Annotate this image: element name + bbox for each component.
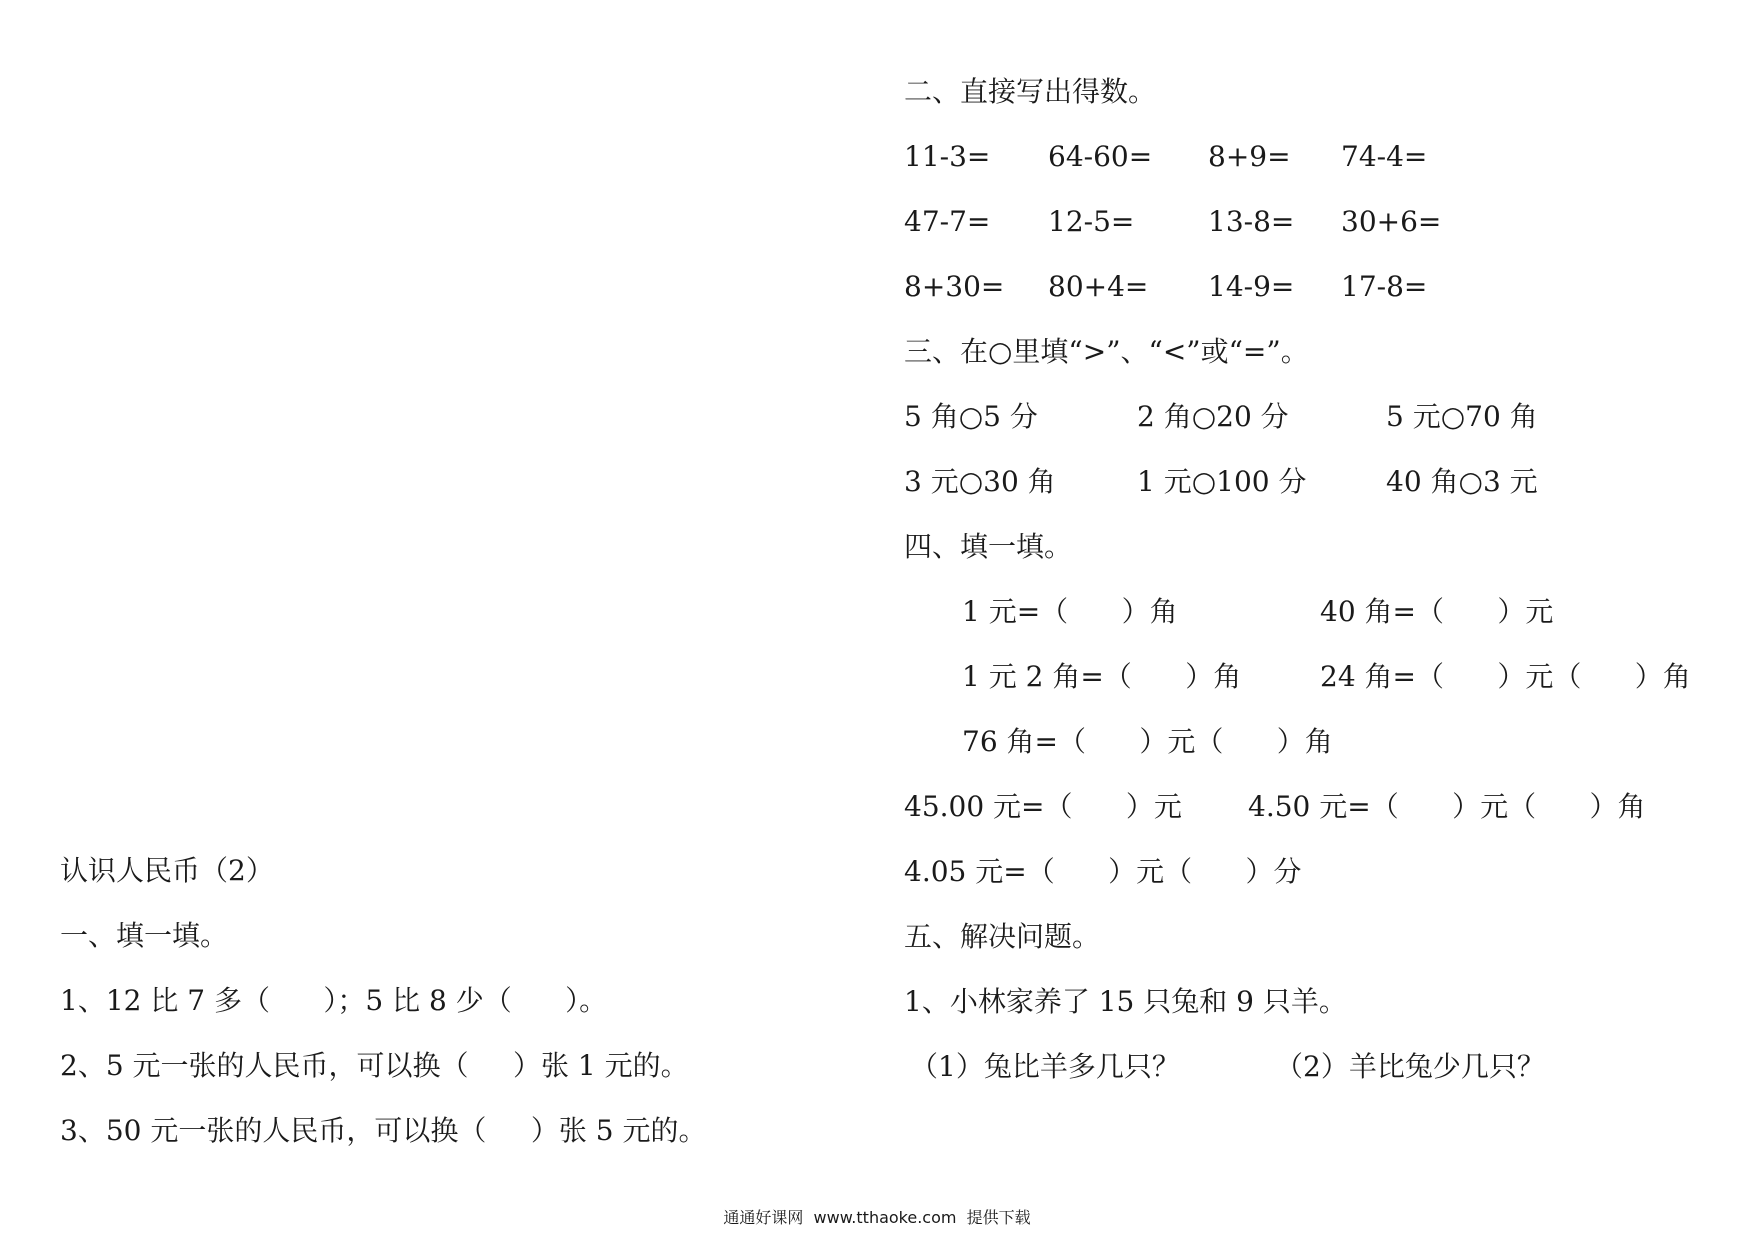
fill-blank-item: 76 角=（ ）元（ ）角 xyxy=(962,725,1333,758)
fill-blank-item: 24 角=（ ）元（ ）角 xyxy=(1320,660,1691,693)
equation: 17-8= xyxy=(1341,270,1428,303)
worksheet-title: 认识人民币（2） xyxy=(60,854,274,887)
equation: 12-5= xyxy=(1048,205,1135,238)
section-1-item-1: 1、12 比 7 多（ ）；5 比 8 少（ ）。 xyxy=(60,984,608,1017)
section-3-heading: 三、在○里填“>”、“<”或“=”。 xyxy=(904,335,1309,368)
equation: 13-8= xyxy=(1208,205,1295,238)
section-4-heading: 四、填一填。 xyxy=(904,530,1073,563)
comparison-item: 5 角○5 分 xyxy=(904,400,1038,433)
equation: 8+30= xyxy=(904,270,1005,303)
equation: 47-7= xyxy=(904,205,991,238)
section-1-item-3: 3、50 元一张的人民币，可以换（ ）张 5 元的。 xyxy=(60,1114,707,1147)
footer-credit: 通通好课网 www.tthaoke.com 提供下载 xyxy=(723,1208,1031,1227)
section-2-heading: 二、直接写出得数。 xyxy=(904,75,1157,108)
comparison-item: 3 元○30 角 xyxy=(904,465,1056,498)
comparison-item: 5 元○70 角 xyxy=(1386,400,1538,433)
fill-blank-item: 4.50 元=（ ）元（ ）角 xyxy=(1248,790,1646,823)
section-1-heading: 一、填一填。 xyxy=(60,919,229,952)
word-problem-question-1: （1）兔比羊多几只？ xyxy=(910,1050,1180,1083)
comparison-item: 1 元○100 分 xyxy=(1137,465,1307,498)
fill-blank-item: 1 元=（ ）角 xyxy=(962,595,1178,628)
fill-blank-item: 45.00 元=（ ）元 xyxy=(904,790,1182,823)
comparison-item: 2 角○20 分 xyxy=(1137,400,1289,433)
fill-blank-item: 40 角=（ ）元 xyxy=(1320,595,1554,628)
word-problem-question-2: （2）羊比兔少几只？ xyxy=(1275,1050,1545,1083)
equation: 8+9= xyxy=(1208,140,1291,173)
fill-blank-item: 1 元 2 角=（ ）角 xyxy=(962,660,1242,693)
fill-blank-item: 4.05 元=（ ）元（ ）分 xyxy=(904,855,1302,888)
section-5-heading: 五、解决问题。 xyxy=(904,920,1101,953)
comparison-item: 40 角○3 元 xyxy=(1386,465,1538,498)
equation: 80+4= xyxy=(1048,270,1149,303)
equation: 74-4= xyxy=(1341,140,1428,173)
equation: 14-9= xyxy=(1208,270,1295,303)
equation: 30+6= xyxy=(1341,205,1442,238)
equation: 64-60= xyxy=(1048,140,1153,173)
section-1-item-2: 2、5 元一张的人民币，可以换（ ）张 1 元的。 xyxy=(60,1049,689,1082)
word-problem: 1、小林家养了 15 只兔和 9 只羊。 xyxy=(904,985,1347,1018)
equation: 11-3= xyxy=(904,140,991,173)
